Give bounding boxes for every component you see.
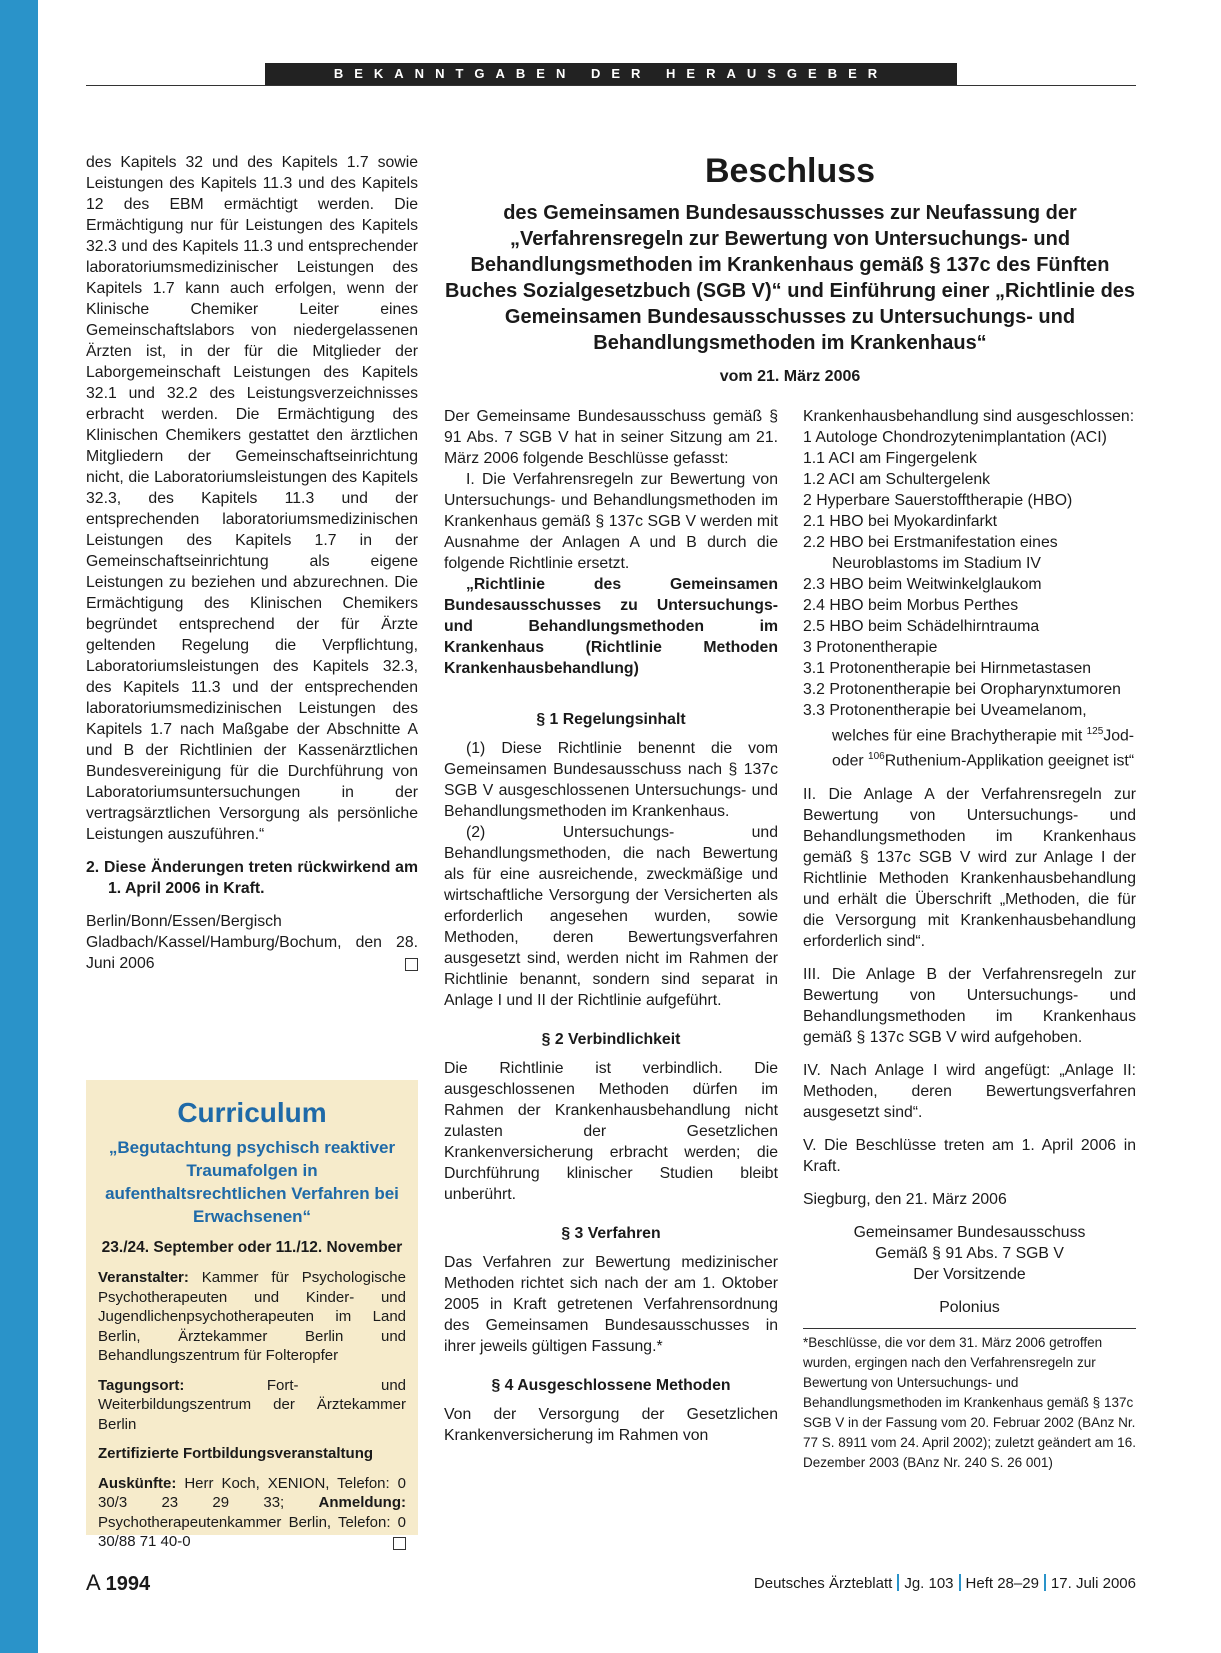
- section-heading: § 3 Verfahren: [561, 1225, 661, 1242]
- list-item-text: Jod- oder: [832, 727, 1135, 770]
- list-item: [803, 679, 1136, 700]
- place-date: Siegburg, den 21. März 2006: [803, 1190, 1007, 1208]
- paragraph: des Kapitels 32 und des Kapitels 1.7 sowie Leistungen des Kapitels 11.3 und des Kapitels 12 des EBM ermächtigt werden. Die Ermächtigung nur für Leistungen des Kapitels 32.3 und des Kapitels 11.3 und entsprechender laboratoriumsmedizinischer Leistungen des Kapitels 1.7 kann auch erfolgen, wenn der Klinische Chemiker Leiter eines Gemeinschaftslabors von niedergelassenen Ärzten ist, in der für die Mitglieder der Laborgemeinschaft Leistungen des Kapitels 32.1 und 32.2 des Leistungsverzeichnisses erbracht werden. Die Ermächtigung des Klinischen Chemikers gestattet den ärztlichen Mitgliedern der Gemeinschaftseinrichtung nicht, die Laboratoriumsleistungen des Kapitels 32.3, des Kapitels 11.3 und der entsprechenden laboratoriumsmedizinischen Leistungen des Kapitels 1.7 in der Gemeinschaftseinrichtung als eigene Leistungen zu beziehen und abzurechnen. Die Ermächtigung des Klinischen Chemikers begründet entsprechend der für Ärzte geltenden Regelung die Verpflichtung, Laboratoriumsleistungen des Kapitels 32.3, des Kapitels 11.3 und der entsprechenden laboratoriumsmedizinischen Leistungen des Kapitels 1.7 nach Maßgabe der Abschnitte A und B der Richtlinien der Kassenärztlichen Bundesvereinigung für die Durchführung von Laboratoriumsuntersuchungen in der vertragsärztlichen Versorgung als persönliche Leistungen auszuführen.“: [86, 154, 418, 843]
- paragraph: II. Die Anlage A der Verfahrensregeln zur Bewertung von Untersuchungs- und Behandlungsmethoden im Krankenhaus gemäß § 137c SGB V wird zur Anlage I der Richtlinie Methoden Krankenhausbehandlung und erhält die Überschrift „Methoden, die für die Versorgung mit Krankenhausbehandlung erforderlich sind“.: [803, 785, 1136, 950]
- list-item: [803, 490, 1136, 511]
- list-item-text: Protonentherapie bei Oropharynxtumoren: [829, 681, 1121, 698]
- paragraph: I. Die Verfahrensregeln zur Bewertung von Untersuchungs- und Behandlungsmethoden im Krankenhaus gemäß § 137c SGB V werden mit Ausnahme der Anlagen A und B durch die folgende Richtlinie ersetzt.: [444, 471, 778, 572]
- journal-info: [754, 1574, 1136, 1592]
- paragraph: III. Die Anlage B der Verfahrensregeln zur Bewertung von Untersuchungs- und Behandlungsmethoden im Krankenhaus gemäß § 137c SGB V wird aufgehoben.: [803, 965, 1136, 1046]
- superscript: 106: [868, 751, 885, 763]
- list-item-text: Protonentherapie bei Uveamelanom, welches für eine Brachytherapie mit: [829, 702, 1087, 745]
- box-certification: Zertifizierte Fortbildungsveranstaltung: [98, 1445, 374, 1462]
- paragraph: Von der Versorgung der Gesetzlichen Krankenversicherung im Rahmen von: [444, 1406, 778, 1444]
- section-heading: § 2 Verbindlichkeit: [541, 1031, 681, 1048]
- list-item-text: HBO beim Schädelhirntrauma: [829, 618, 1040, 635]
- box-date: 23./24. September oder 11./12. November: [101, 1239, 403, 1256]
- list-item: [803, 595, 1136, 616]
- separator: [959, 1574, 961, 1591]
- list-item: [803, 469, 1136, 490]
- column-middle: [444, 406, 778, 1446]
- list-item: [803, 637, 1136, 658]
- paragraph-bold: 2. Diese Änderungen treten rückwirkend am 1. April 2006 in Kraft.: [86, 859, 418, 897]
- signature-law: Gemäß § 91 Abs. 7 SGB V: [875, 1244, 1064, 1262]
- list-item: [803, 574, 1136, 595]
- registration-label: Anmeldung:: [318, 1494, 407, 1511]
- journal-name: Deutsches Ärzteblatt: [753, 1575, 893, 1592]
- list-item: [803, 658, 1136, 679]
- list-item: [803, 511, 1136, 532]
- article-title: Beschluss: [704, 152, 876, 190]
- signature-org: Gemeinsamer Bundesausschuss: [853, 1223, 1086, 1241]
- list-item-text: HBO beim Weitwinkelglaukom: [829, 576, 1042, 593]
- paragraph: (2) Untersuchungs- und Behandlungsmethoden, die nach Bewertung als für eine ausreichende, zweckmäßige und wirtschaftliche Versorgung der Versicherten als erforderlich angesehen wurden, sowie Methoden, deren Bewertungsverfahren ausgesetzt sind, werden nicht im Rahmen der Richtlinie benannt, sondern sind separat in Anlage I und II der Richtlinie aufgeführt.: [444, 824, 778, 1009]
- box-subtitle: „Begutachtung psychisch reaktiver Traumafolgen in aufenthaltsrechtlichen Verfahren bei Erwachsenen“: [105, 1138, 399, 1226]
- footnote: [803, 1328, 1136, 1473]
- list-item-text: ACI am Schultergelenk: [828, 471, 991, 488]
- column-left: [86, 152, 418, 974]
- page-number-value: 1994: [105, 1573, 151, 1595]
- article-subtitle: des Gemeinsamen Bundesausschusses zur Neufassung der „Verfahrensregeln zur Bewertung von Untersuchungs- und Behandlungsmethoden im Krankenhaus gemäß § 137c des Fünften Buches Sozialgesetzbuch (SGB V)“ und Einführung einer „Richtlinie des Gemeinsamen Bundesausschusses zu Untersuchungs- und Behandlungsmethoden im Krankenhaus“: [444, 202, 1136, 354]
- article-title-block: [444, 150, 1136, 386]
- list-item-number: 2.2: [803, 534, 825, 551]
- separator: [1044, 1574, 1046, 1591]
- paragraph: Krankenhausbehandlung sind ausgeschlossen:: [803, 408, 1135, 425]
- list-item-number: 3.2: [803, 681, 825, 698]
- list-item-number: 1.2: [803, 471, 825, 488]
- list-item-text: HBO beim Morbus Perthes: [829, 597, 1019, 614]
- excluded-methods-list: [803, 427, 1136, 772]
- list-item-number: 2.4: [803, 597, 825, 614]
- box-venue: [98, 1376, 406, 1435]
- paragraph-bold: „Richtlinie des Gemeinsamen Bundesausschusses zu Untersuchungs- und Behandlungsmethoden im Krankenhaus (Richtlinie Methoden Krankenhausbehandlung): [444, 576, 778, 677]
- list-item: [803, 427, 1136, 448]
- list-item-number: 2.1: [803, 513, 825, 530]
- end-mark-icon: [393, 1537, 406, 1550]
- list-item-number: 2: [803, 492, 812, 509]
- paragraph-place-date: [86, 911, 418, 974]
- organizer-label: Veranstalter:: [98, 1269, 189, 1286]
- list-item-number: 1: [803, 429, 812, 446]
- box-organizer: [98, 1268, 406, 1366]
- list-item: [803, 616, 1136, 637]
- journal-issue: Heft 28–29: [965, 1575, 1039, 1592]
- signature-role: Der Vorsitzende: [913, 1265, 1026, 1283]
- list-item-number: 3: [803, 639, 812, 656]
- venue-text: Fort- und Weiterbildungszentrum der Ärztekammer Berlin: [98, 1376, 406, 1433]
- page-number: [86, 1570, 150, 1596]
- box-info: [98, 1474, 406, 1552]
- journal-volume: Jg. 103: [904, 1575, 954, 1592]
- list-item-text: HBO bei Myokardinfarkt: [829, 513, 998, 530]
- footnote-text: *Beschlüsse, die vor dem 31. März 2006 getroffen wurden, ergingen nach den Verfahrensregeln zur Bewertung von Untersuchungs- und Behandlungsmethoden im Krankenhaus gemäß § 137c SGB V in der Fassung vom 20. Februar 2002 (BAnz Nr. 77 S. 8911 vom 24. April 2002); zuletzt geändert am 16. Dezember 2003 (BAnz Nr. 240 S. 26 001): [803, 1334, 1136, 1470]
- info-text: Herr Koch, XENION, Telefon: 0 30/3 23 29 33;: [98, 1474, 406, 1511]
- curriculum-box: [86, 1080, 418, 1550]
- registration-text: Psychotherapeutenkammer Berlin, Telefon: 0 30/88 71 40-0: [98, 1513, 406, 1550]
- separator: [897, 1574, 899, 1591]
- list-item-number: 1.1: [803, 450, 825, 467]
- place-date-text: Berlin/Bonn/Essen/Bergisch Gladbach/Kassel/Hamburg/Bochum, den 28. Juni 2006: [86, 913, 418, 972]
- journal-date: 17. Juli 2006: [1050, 1575, 1136, 1592]
- organizer-text: Kammer für Psychologische Psychotherapeuten und Kinder- und Jugendlichenpsychotherapeuten im Land Berlin, Ärztekammer Berlin und Behandlungszentrum für Folteropfer: [98, 1269, 406, 1364]
- list-item-number: 2.3: [803, 576, 825, 593]
- list-item-number: 2.5: [803, 618, 825, 635]
- paragraph: Das Verfahren zur Bewertung medizinischer Methoden richtet sich nach der am 1. Oktober 2005 in Kraft getretenen Verfahrensordnung des Gemeinsamen Bundesausschusses in ihrer jeweils gültigen Fassung.*: [444, 1254, 778, 1355]
- signature-name: Polonius: [939, 1298, 1000, 1316]
- list-item-text: Protonentherapie: [816, 639, 938, 656]
- section-header: BEKANNTGABEN DER HERAUSGEBER: [265, 63, 957, 85]
- list-item: [803, 532, 1136, 574]
- list-item-text: ACI am Fingergelenk: [828, 450, 977, 467]
- section-heading: § 4 Ausgeschlossene Methoden: [491, 1377, 731, 1394]
- list-item-text: Hyperbare Sauerstofftherapie (HBO): [816, 492, 1073, 509]
- list-item-number: 3.3: [803, 702, 825, 719]
- list-item: [803, 700, 1136, 772]
- list-item-text: Protonentherapie bei Hirnmetastasen: [829, 660, 1092, 677]
- paragraph: V. Die Beschlüsse treten am 1. April 2006 in Kraft.: [803, 1136, 1136, 1175]
- list-item-text: HBO bei Erstmanifestation eines Neuroblastoms im Stadium IV: [829, 534, 1058, 572]
- paragraph: Die Richtlinie ist verbindlich. Die ausgeschlossenen Methoden dürfen im Rahmen der Krankenhausbehandlung nicht zulasten der Gesetzlichen Krankenversicherung erbracht werden; die Durchführung klinischer Studien bleibt unberührt.: [444, 1060, 778, 1203]
- section-heading: § 1 Regelungsinhalt: [536, 711, 686, 728]
- info-label: Auskünfte:: [98, 1474, 177, 1492]
- article-date: vom 21. März 2006: [719, 368, 861, 385]
- list-item-number: 3.1: [803, 660, 825, 677]
- superscript: 125: [1086, 726, 1104, 737]
- paragraph: (1) Diese Richtlinie benennt die vom Gemeinsamen Bundesausschuss nach § 137c SGB V ausgeschlossenen Untersuchungs- und Behandlungsmethoden im Krankenhaus.: [444, 740, 778, 820]
- header-rule: [86, 85, 1136, 86]
- venue-label: Tagungsort:: [98, 1376, 185, 1394]
- blue-sidebar-stripe: [0, 0, 38, 1653]
- list-item-text: Ruthenium-Applikation geeignet ist“: [884, 752, 1135, 770]
- column-right: [803, 406, 1136, 1473]
- list-item-text: Autologe Chondrozytenimplantation (ACI): [815, 429, 1107, 446]
- paragraph: Der Gemeinsame Bundesausschuss gemäß § 91 Abs. 7 SGB V hat in seiner Sitzung am 21. März 2006 folgende Beschlüsse gefasst:: [444, 408, 778, 467]
- list-item: [803, 448, 1136, 469]
- paragraph: IV. Nach Anlage I wird angefügt: „Anlage II: Methoden, deren Bewertungsverfahren ausgesetzt sind“.: [803, 1061, 1136, 1121]
- page-prefix: A: [86, 1570, 100, 1595]
- box-title: Curriculum: [177, 1097, 327, 1128]
- end-mark-icon: [405, 958, 418, 971]
